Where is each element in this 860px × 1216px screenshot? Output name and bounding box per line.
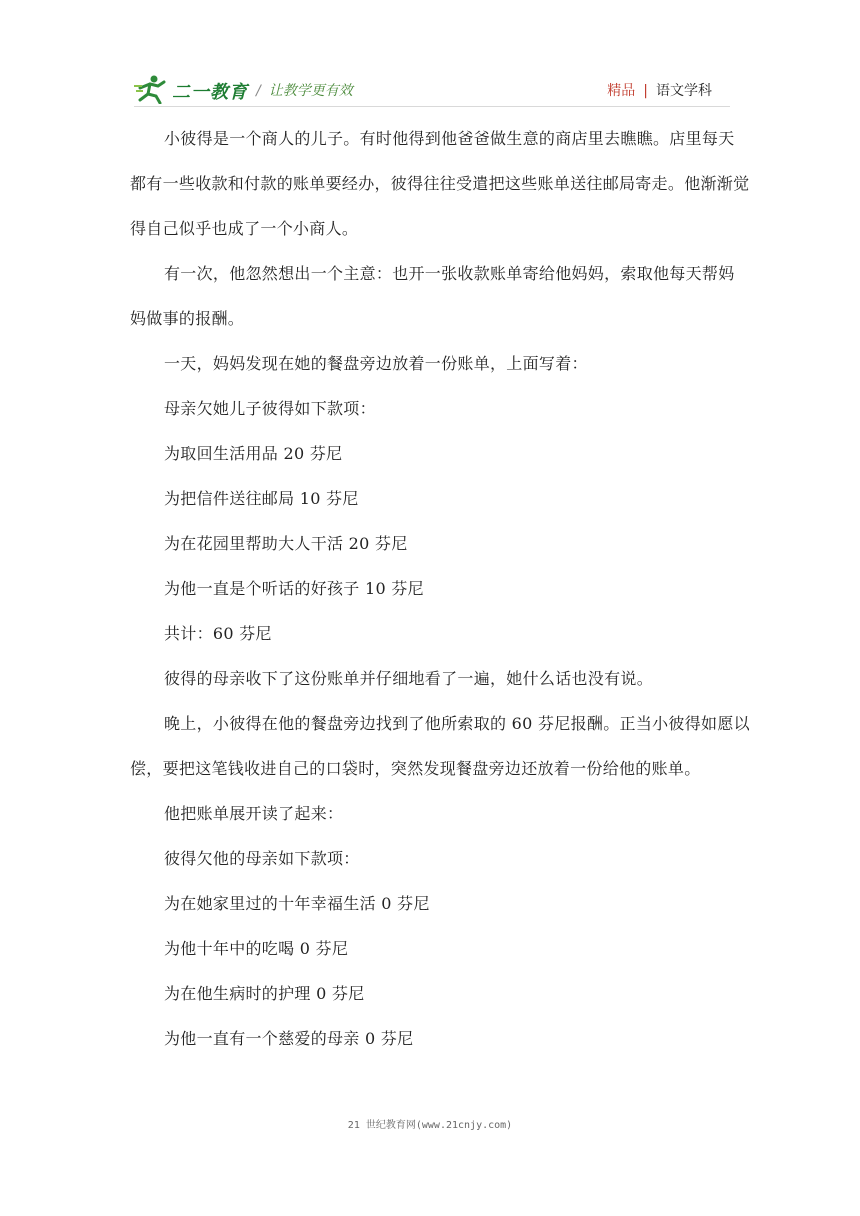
bill-item: 为在花园里帮助大人干活 20 芬尼 bbox=[164, 534, 408, 553]
paragraph: 一天，妈妈发现在她的餐盘旁边放着一份账单，上面写着： bbox=[164, 354, 588, 373]
running-figure-icon bbox=[134, 74, 170, 104]
paragraph: 彼得的母亲收下了这份账单并仔细地看了一遍，她什么话也没有说。 bbox=[164, 669, 654, 688]
bill-item: 为把信件送往邮局 10 芬尼 bbox=[164, 489, 359, 508]
bill-item: 为在他生病时的护理 0 芬尼 bbox=[164, 984, 365, 1003]
subject-label bbox=[607, 80, 712, 100]
header-divider bbox=[134, 106, 730, 107]
bill-item: 为在她家里过的十年幸福生活 0 芬尼 bbox=[164, 894, 430, 913]
slogan-text: 让教学更有效 bbox=[268, 83, 353, 99]
bill-item: 为他一直是个听话的好孩子 10 芬尼 bbox=[164, 579, 424, 598]
page-footer: 21 世纪教育网(www.21cnjy.com) bbox=[347, 1120, 513, 1131]
slogan-divider: / bbox=[256, 83, 261, 99]
bill-item: 为取回生活用品 20 芬尼 bbox=[164, 444, 343, 463]
header-separator: | bbox=[643, 83, 648, 99]
bill-heading: 彼得欠他的母亲如下款项： bbox=[164, 849, 360, 868]
paragraph: 小彼得是一个商人的儿子。有时他得到他爸爸做生意的商店里去瞧瞧。店里每天都有一些收款和付款的账单要经办，彼得往往受遣把这些账单送往邮局寄走。他渐渐觉得自己似乎也成了一个小商人。 bbox=[130, 129, 750, 238]
premium-tag: 精品 bbox=[607, 83, 636, 99]
brand-name: 二一教育 bbox=[172, 82, 248, 103]
bill-total: 共计：60 芬尼 bbox=[164, 624, 272, 643]
paragraph: 有一次，他忽然想出一个主意：也开一张收款账单寄给他妈妈，索取他每天帮妈妈做事的报酬。 bbox=[130, 264, 735, 328]
slogan bbox=[256, 80, 353, 100]
document-body bbox=[130, 116, 750, 1061]
paragraph: 他把账单展开读了起来： bbox=[164, 804, 344, 823]
bill-item: 为他一直有一个慈爱的母亲 0 芬尼 bbox=[164, 1029, 414, 1048]
bill-item: 为他十年中的吃喝 0 芬尼 bbox=[164, 939, 349, 958]
paragraph: 晚上，小彼得在他的餐盘旁边找到了他所索取的 60 芬尼报酬。正当小彼得如愿以偿，要把这笔钱收进自己的口袋时，突然发现餐盘旁边还放着一份给他的账单。 bbox=[130, 714, 750, 778]
page-header bbox=[134, 72, 730, 108]
subject-name: 语文学科 bbox=[656, 83, 712, 99]
bill-heading: 母亲欠她儿子彼得如下款项： bbox=[164, 399, 376, 418]
